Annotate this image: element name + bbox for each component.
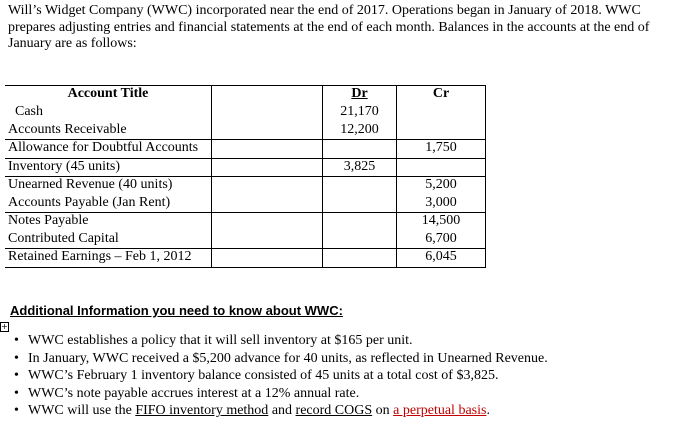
cr-value: 14,500 <box>397 213 486 231</box>
perpetual-basis-link[interactable]: a perpetual basis <box>393 403 487 418</box>
table-row <box>5 140 486 159</box>
cr-value: 5,200 <box>397 177 486 195</box>
header-account-title: Account Title <box>5 86 212 105</box>
account-name: Contributed Capital <box>5 231 212 249</box>
list-item: • WWC will use the FIFO inventory method and record COGS on a perpetual basis. <box>14 403 490 418</box>
table-row <box>5 104 486 122</box>
account-balances-table <box>5 85 486 268</box>
record-cogs-link[interactable]: record COGS <box>295 403 373 418</box>
table-row <box>5 158 486 177</box>
header-dr: Dr <box>323 86 397 105</box>
additional-info-heading: Additional Information you need to know about WWC: <box>10 303 343 318</box>
table-row <box>5 122 486 140</box>
cr-value: 6,700 <box>397 231 486 249</box>
fifo-inventory-link[interactable]: FIFO inventory method <box>135 403 269 418</box>
dr-value <box>323 213 397 231</box>
cr-value <box>397 122 486 140</box>
cr-value: 3,000 <box>397 195 486 213</box>
header-cr: Cr <box>397 86 486 105</box>
account-name: Cash <box>5 104 212 122</box>
table-row <box>5 195 486 213</box>
list-item: • In January, WWC received a $5,200 advance for 40 units, as reflected in Unearned Revenue. <box>14 350 548 366</box>
table-header-row <box>5 86 486 105</box>
table-row <box>5 231 486 249</box>
list-marker-icon[interactable]: + <box>1 322 8 331</box>
table-row <box>5 249 486 268</box>
list-item: • WWC’s note payable accrues interest at a 12% annual rate. <box>14 385 360 401</box>
table-row <box>5 177 486 195</box>
account-name: Inventory (45 units) <box>5 158 212 177</box>
intro-paragraph: Will’s Widget Company (WWC) incorporated near the end of 2017. Operations began in January of 2018. WWC prepares adjusting entries and financial statements at the end of each month. Balances in the accounts at the end of January are as follows: <box>8 3 650 51</box>
list-item: • WWC establishes a policy that it will sell inventory at $165 per unit. <box>14 333 413 348</box>
account-name: Unearned Revenue (40 units) <box>5 177 212 195</box>
cr-value: 6,045 <box>397 249 486 268</box>
dr-value <box>323 177 397 195</box>
cr-value: 1,750 <box>397 140 486 159</box>
table-row <box>5 213 486 231</box>
dr-value <box>323 249 397 268</box>
additional-info-list <box>12 332 548 420</box>
cr-value <box>397 158 486 177</box>
dr-value: 3,825 <box>323 158 397 177</box>
dr-value <box>323 231 397 249</box>
dr-value: 12,200 <box>323 122 397 140</box>
dr-value <box>323 195 397 213</box>
list-item: • WWC’s February 1 inventory balance consisted of 45 units at a total cost of $3,825. <box>14 368 499 383</box>
account-name: Accounts Payable (Jan Rent) <box>5 195 212 213</box>
account-name: Retained Earnings – Feb 1, 2012 <box>5 249 212 268</box>
cr-value <box>397 104 486 122</box>
account-name: Notes Payable <box>5 213 212 231</box>
account-name: Allowance for Doubtful Accounts <box>5 140 212 159</box>
dr-value: 21,170 <box>323 104 397 122</box>
dr-value <box>323 140 397 159</box>
account-name: Accounts Receivable <box>5 122 212 140</box>
